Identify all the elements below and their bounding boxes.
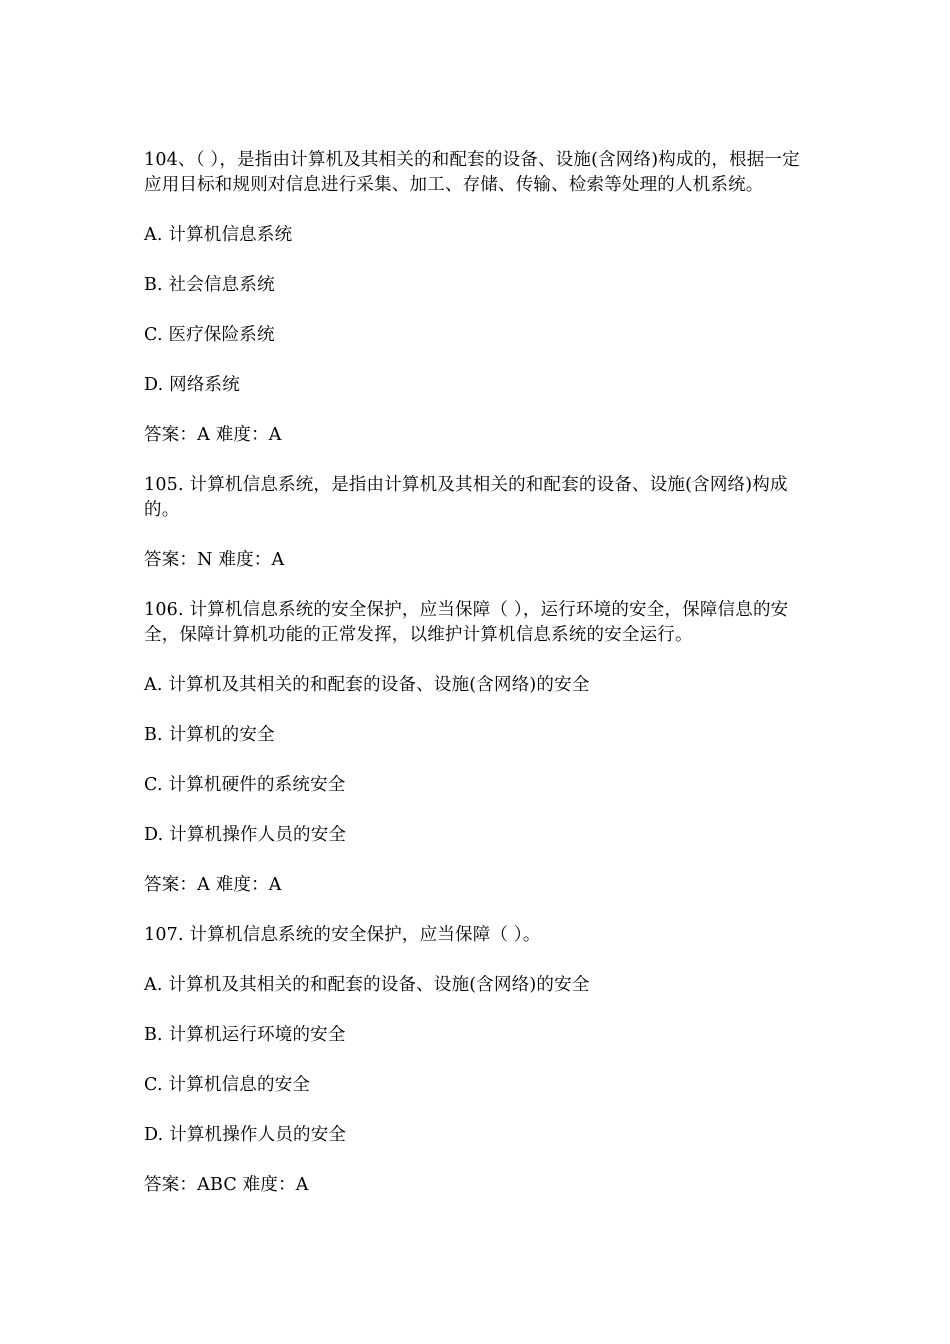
question-stem: 104、（ ），是指由计算机及其相关的和配套的设备、设施(含网络)构成的，根据一定应用目标和规则对信息进行采集、加工、存储、传输、检索等处理的人机系统。: [144, 150, 800, 195]
question-stem: 106. 计算机信息系统的安全保护，应当保障（ ），运行环境的安全，保障信息的安全，保障计算机功能的正常发挥，以维护计算机信息系统的安全运行。: [144, 600, 789, 645]
option-d: D. 计算机操作人员的安全: [144, 825, 347, 845]
question-105: [144, 473, 816, 573]
option-d: D. 网络系统: [144, 375, 240, 395]
answer-line: 答案：N 难度：A: [144, 550, 285, 570]
option-a: A. 计算机信息系统: [144, 225, 293, 245]
question-stem: 105. 计算机信息系统，是指由计算机及其相关的和配套的设备、设施(含网络)构成的。: [144, 475, 788, 520]
option-a: A. 计算机及其相关的和配套的设备、设施(含网络)的安全: [144, 675, 590, 695]
answer-line: 答案：A 难度：A: [144, 425, 282, 445]
option-d: D. 计算机操作人员的安全: [144, 1125, 347, 1145]
question-107: [144, 923, 816, 1198]
option-b: B. 计算机运行环境的安全: [144, 1025, 346, 1045]
option-c: C. 计算机硬件的系统安全: [144, 775, 346, 795]
answer-line: 答案：A 难度：A: [144, 875, 282, 895]
question-stem: 107. 计算机信息系统的安全保护，应当保障（ ）。: [144, 925, 541, 945]
option-a: A. 计算机及其相关的和配套的设备、设施(含网络)的安全: [144, 975, 590, 995]
question-list: [144, 148, 816, 1223]
option-b: B. 计算机的安全: [144, 725, 275, 745]
question-104: [144, 148, 816, 448]
option-b: B. 社会信息系统: [144, 275, 275, 295]
question-106: [144, 598, 816, 898]
option-c: C. 医疗保险系统: [144, 325, 275, 345]
answer-line: 答案：ABC 难度：A: [144, 1175, 309, 1195]
option-c: C. 计算机信息的安全: [144, 1075, 311, 1095]
